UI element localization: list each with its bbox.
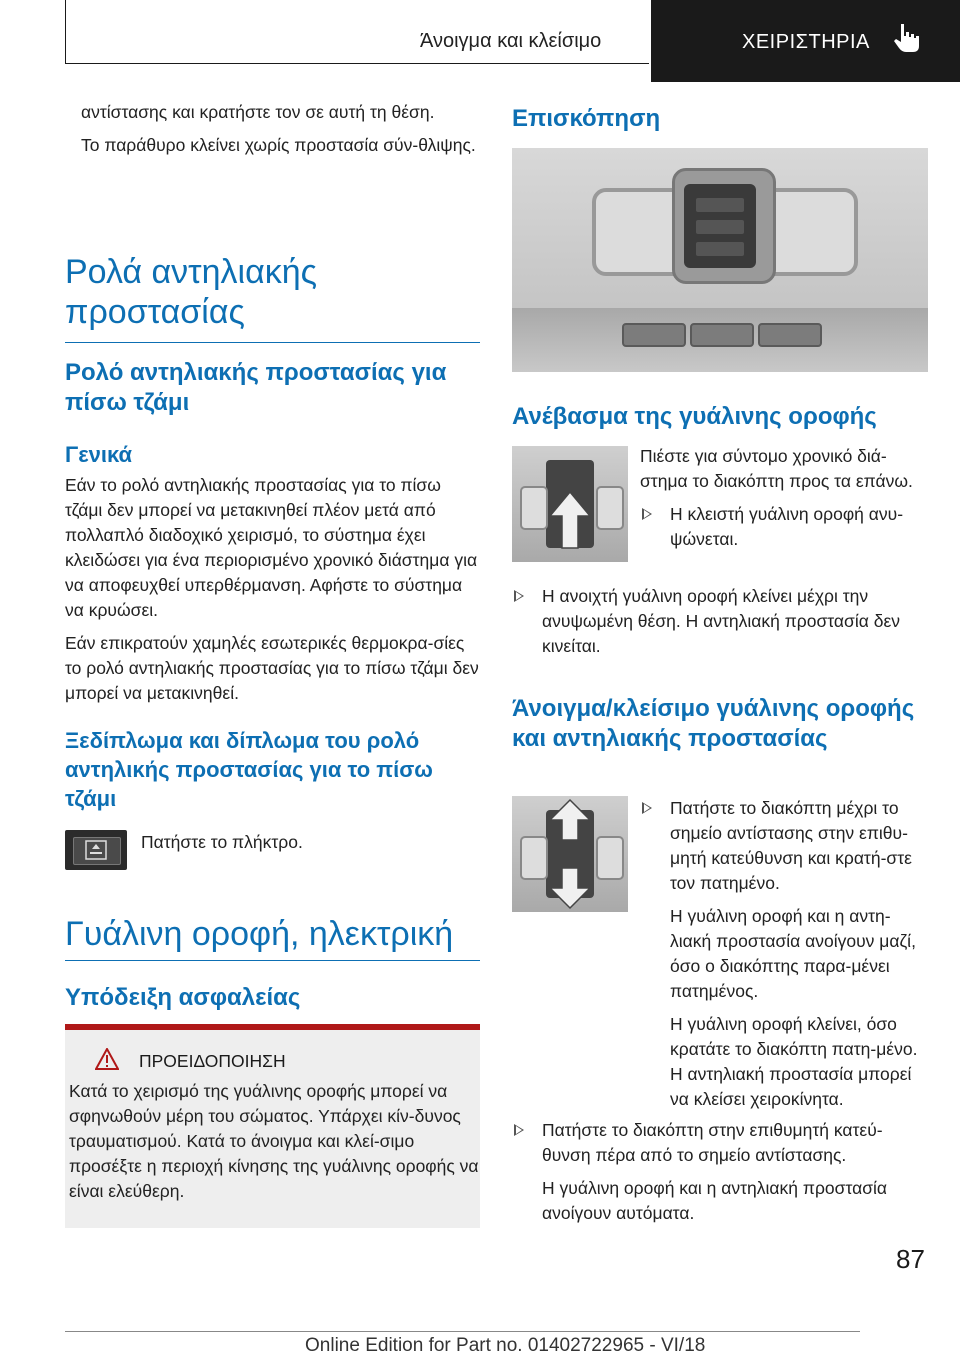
blind-icon — [85, 840, 107, 860]
button-instruction — [141, 830, 481, 863]
safety-heading-block — [65, 983, 480, 1013]
paragraph: Η γυάλινη οροφή κλείνει, όσο κρατάτε το διακόπτη πατη-μένο. Η αντηλιακή προστασία μπορεί να κλείσει χειροκίνητα. — [670, 1014, 918, 1109]
left-column — [65, 100, 480, 166]
heading-unfold: Ξεδίπλωμα και δίπλωμα του ρολό αντηλικής προστασίας για το πίσω τζάμι — [65, 728, 433, 811]
open-instructions — [640, 796, 928, 1120]
paragraph: Πιέστε για σύντομο χρονικό διά-στημα το διακόπτη προς τα επάνω. — [640, 446, 913, 491]
section-heading-roof — [65, 914, 480, 961]
heading-safety: Υπόδειξη ασφαλείας — [65, 984, 301, 1011]
bullet-text: Η κλειστή γυάλινη οροφή ανυ-ψώνεται. — [670, 504, 904, 549]
raise-heading-block — [512, 402, 928, 432]
bullet-item — [640, 796, 928, 896]
heading-raise: Ανέβασμα της γυάλινης οροφής — [512, 403, 877, 430]
paragraph: Η γυάλινη οροφή και η αντηλιακή προστασία ανοίγουν αυτόματα. — [542, 1178, 888, 1223]
arrow-up-icon — [546, 490, 594, 550]
raise-instructions — [640, 444, 928, 560]
header-rule-bottom — [65, 63, 649, 64]
footer-rule — [65, 1331, 860, 1332]
heading-roller-blinds: Ρολά αντηλιακής προστασίας — [65, 253, 318, 331]
rear-blind-section — [65, 358, 480, 813]
arrow-up-down-icon — [546, 798, 594, 910]
warning-triangle-icon — [95, 1048, 119, 1070]
paragraph: Το παράθυρο κλείνει χωρίς προστασία σύν-θλιψης. — [81, 135, 476, 155]
warning-box — [65, 1024, 480, 1228]
page-number: 87 — [896, 1244, 925, 1274]
heading-general: Γενικά — [65, 442, 133, 467]
auto-open-instructions — [512, 1118, 928, 1234]
bullet-item — [512, 1118, 928, 1168]
bullet-text: Πατήστε το διακόπτη μέχρι το σημείο αντίστασης στην επιθυ-μητή κατεύθυνση και κρατή-στε τον πατημένο. — [670, 798, 912, 893]
rear-blind-button-image — [65, 830, 127, 870]
overview-heading-block — [512, 104, 928, 134]
paragraph: Εάν το ρολό αντηλιακής προστασίας για το πίσω τζάμι δεν μπορεί να μετακινηθεί πλέον μετά από πολλαπλό διαδοχικό χειρισμό, το σύστημα έχει κλειδώσει για ένα περιορισμένο χρονικό διάστημα για να αποφευχθεί υπερθέρμανση. Αφήστε το σύστημα να κρυώσει. — [65, 475, 478, 620]
bullet-text: Η ανοιχτή γυάλινη οροφή κλείνει μέχρι την ανυψωμένη θέση. Η αντηλιακή προστασία δεν κινείται. — [542, 586, 901, 656]
open-heading-block — [512, 694, 928, 754]
bullet-text: Πατήστε το διακόπτη στην επιθυμητή κατεύ-θυνση πέρα από το σημείο αντίστασης. — [542, 1120, 883, 1165]
overhead-console-image — [512, 148, 928, 372]
bullet-item — [640, 502, 928, 552]
bullet-triangle-icon — [514, 1124, 524, 1136]
bullet-triangle-icon — [514, 590, 524, 602]
hand-pointer-icon — [892, 22, 922, 54]
paragraph: Η γυάλινη οροφή και η αντη-λιακή προστασία ανοίγουν μαζί, όσο ο διακόπτης παρα-μένει πατημένος. — [670, 906, 916, 1001]
heading-open-close: Άνοιγμα/κλείσιμο γυάλινης οροφής και αντηλιακής προστασίας — [512, 695, 915, 752]
paragraph: αντίστασης και κρατήστε τον σε αυτή τη θέση. — [81, 102, 435, 122]
header-section-title: Άνοιγμα και κλείσιμο — [420, 30, 602, 52]
footer-edition: Online Edition for Part no. 01402722965 - VI/18 — [305, 1335, 706, 1356]
warning-bar — [65, 1024, 480, 1030]
heading-rule — [65, 342, 480, 343]
heading-glass-roof: Γυάλινη οροφή, ηλεκτρική — [65, 915, 454, 953]
bullet-triangle-icon — [642, 508, 652, 520]
raise-note — [512, 584, 928, 667]
warning-text: Κατά το χειρισμό της γυάλινης οροφής μπορεί να σφηνωθούν μέρη του σώματος. Υπάρχει κίν-δυνος τραυματισμού. Κατά το άνοιγμα και κλεί-σιμο προσέξτε η περιοχή κίνησης της γυάλινης οροφής να είναι ελεύθερη. — [69, 1081, 479, 1201]
header-rule-left — [65, 0, 66, 64]
bullet-item — [512, 584, 928, 659]
bullet-triangle-icon — [642, 802, 652, 814]
warning-title: ΠΡΟΕΙΔΟΠΟΙΗΣΗ — [139, 1051, 286, 1071]
paragraph: Πατήστε το πλήκτρο. — [141, 832, 303, 852]
section-heading-roller — [65, 252, 480, 343]
header-chapter-title: ΧΕΙΡΙΣΤΗΡΙΑ — [742, 31, 870, 53]
paragraph: Εάν επικρατούν χαμηλές εσωτερικές θερμοκρα-σίες το ρολό αντηλιακής προστασίας για το πίσω τζάμι δεν μπορεί να μετακινηθεί. — [65, 633, 479, 703]
raise-switch-image — [512, 446, 628, 562]
heading-overview: Επισκόπηση — [512, 105, 661, 132]
heading-rule — [65, 960, 480, 961]
heading-rear-blind: Ρολό αντηλιακής προστασίας για πίσω τζάμι — [65, 359, 447, 416]
open-close-switch-image — [512, 796, 628, 912]
